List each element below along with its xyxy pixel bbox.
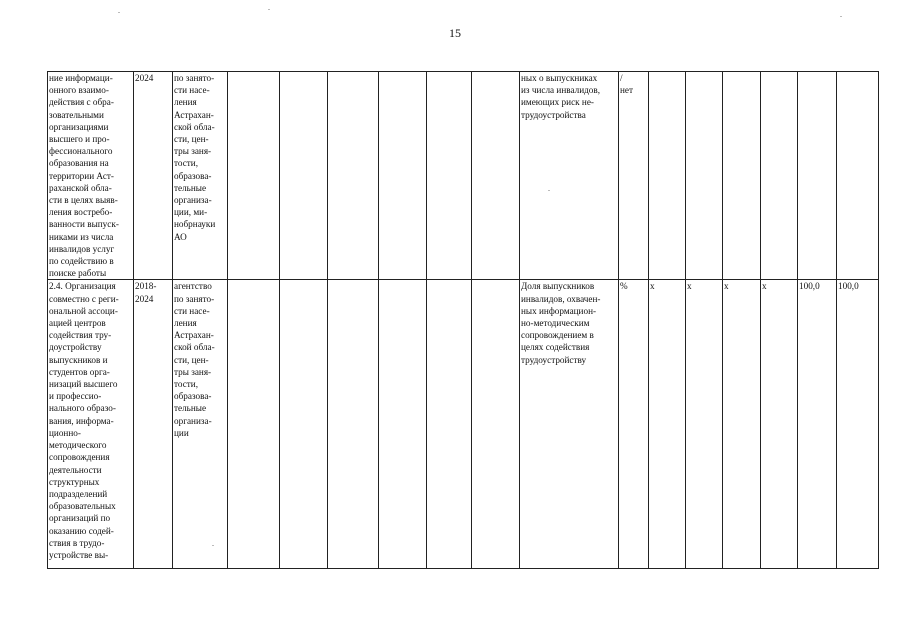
year-value-cell: x (649, 280, 686, 569)
empty-cell (379, 72, 427, 280)
indicator-cell: Доля выпускников инвалидов, охвачен- ных информацион- но-методическим сопровождением в целях содействия трудоустройству (520, 280, 619, 569)
empty-cell (280, 280, 328, 569)
scan-speck (212, 545, 214, 546)
empty-cell (379, 280, 427, 569)
empty-cell (228, 72, 280, 280)
activity-name-cell: ние информаци- онного взаимо- действия с обра- зовательными организациями высшего и про- фессионального образования на территории Аст- раханской обла- сти в целях выяв- ления востребо- ванности выпуск- никами из числа инвалидов услуг по содействию в поиске работы (48, 72, 134, 280)
year-value-cell (837, 72, 879, 280)
empty-cell (427, 72, 472, 280)
scan-speck (118, 12, 120, 13)
year-value-cell (723, 72, 761, 280)
year-value-cell (686, 72, 723, 280)
empty-cell (228, 280, 280, 569)
empty-cell (328, 280, 379, 569)
year-value-cell: x (686, 280, 723, 569)
program-table (47, 71, 879, 569)
unit-cell: / нет (619, 72, 649, 280)
activity-name-cell: 2.4. Организация совместно с реги- ональной ассоци- ацией центров содействия тру- доустройству выпускников и студентов орга- низаций высшего и профессио- нального образо- вания, информа- ционно- методического сопровождения деятельности структурных подразделений образовательных организаций по оказанию содей- ствия в трудо- устройстве вы- (48, 280, 134, 569)
empty-cell (472, 280, 520, 569)
scan-speck (840, 16, 842, 17)
executor-cell: агентство по занято- сти насе- ления Астрахан- ской обла- сти, цен- тры заня- тости, образова- тельные организа- ции (173, 280, 228, 569)
empty-cell (427, 280, 472, 569)
year-value-cell: 100,0 (837, 280, 879, 569)
scan-speck (548, 190, 550, 191)
empty-cell (472, 72, 520, 280)
scan-speck (268, 9, 270, 10)
executor-cell: по занято- сти насе- ления Астрахан- ской обла- сти, цен- тры заня- тости, образова- тельные организа- ции, ми- нобрнауки АО (173, 72, 228, 280)
year-value-cell: 100,0 (798, 280, 837, 569)
table-row (48, 72, 879, 280)
empty-cell (328, 72, 379, 280)
year-value-cell (761, 72, 798, 280)
period-cell: 2018- 2024 (134, 280, 173, 569)
year-value-cell: x (761, 280, 798, 569)
period-cell: 2024 (134, 72, 173, 280)
page-number: 15 (449, 26, 461, 40)
year-value-cell (798, 72, 837, 280)
year-value-cell (649, 72, 686, 280)
unit-cell: % (619, 280, 649, 569)
empty-cell (280, 72, 328, 280)
indicator-cell: ных о выпускниках из числа инвалидов, имеющих риск не- трудоустройства (520, 72, 619, 280)
year-value-cell: x (723, 280, 761, 569)
table-row (48, 280, 879, 569)
